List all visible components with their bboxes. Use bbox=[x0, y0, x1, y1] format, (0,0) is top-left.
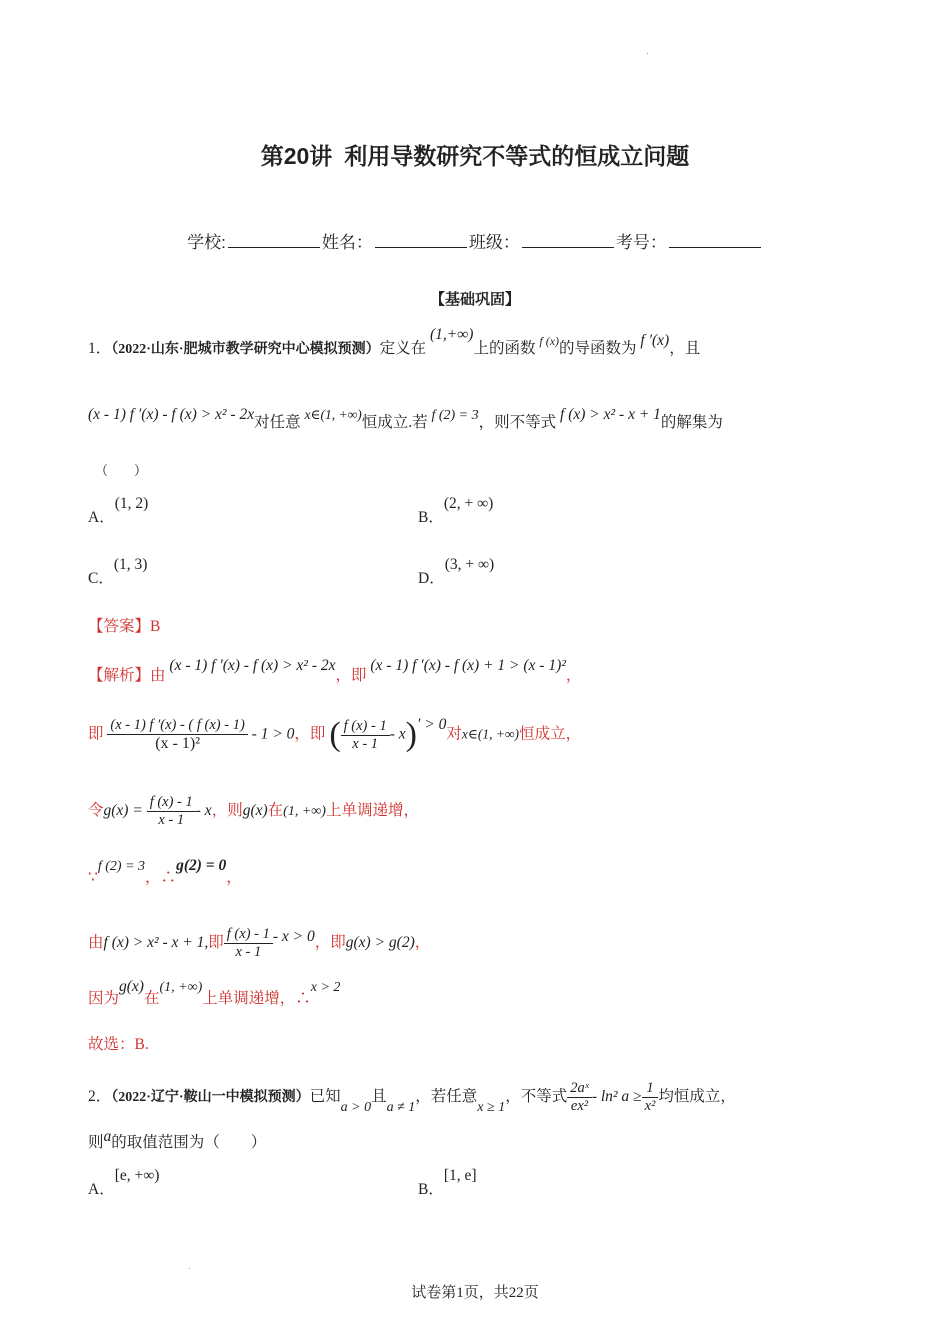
q1-inequality: f (x) > x² - x + 1 bbox=[560, 406, 661, 423]
q2-option-b[interactable] bbox=[418, 1167, 477, 1199]
solution-math: - 1 > 0 bbox=[251, 725, 295, 743]
denominator: x - 1 bbox=[158, 812, 185, 828]
solution-math: (x - 1) f ′(x) - f (x) > x² - 2x bbox=[169, 657, 336, 674]
fraction bbox=[224, 926, 273, 961]
solution-math: f (2) = 3 bbox=[97, 859, 146, 874]
name-label: 姓名： bbox=[321, 233, 373, 252]
solution-math: f (x) > x² - x + 1, bbox=[103, 934, 209, 952]
q2-math: a ≠ 1 bbox=[386, 1100, 416, 1116]
solution-text: 即 bbox=[88, 725, 104, 743]
solution-math: - x bbox=[195, 802, 212, 820]
denominator: x - 1 bbox=[235, 944, 262, 960]
solution-math: g(2) = 0 bbox=[176, 857, 227, 874]
solution-math: - x bbox=[389, 725, 406, 743]
q1-option-a[interactable] bbox=[88, 495, 149, 527]
solution-text: 令 bbox=[88, 802, 104, 820]
option-label: B． bbox=[418, 509, 444, 526]
solution-text: 在 bbox=[267, 802, 284, 820]
solution-line5 bbox=[88, 926, 430, 961]
numerator: 1 bbox=[642, 1080, 659, 1098]
q1-answer: 【答案】B bbox=[88, 618, 161, 635]
q1-text: 的解集为 bbox=[660, 414, 723, 431]
fraction bbox=[341, 718, 390, 753]
section-heading: 【基础巩固】 bbox=[429, 292, 520, 308]
option-label: A． bbox=[88, 509, 115, 526]
q2-option-a[interactable] bbox=[88, 1167, 160, 1199]
solution-text: 由 bbox=[150, 667, 166, 684]
exam-no-field[interactable] bbox=[669, 233, 761, 248]
solution-text: 对 bbox=[446, 725, 462, 743]
option-label: B． bbox=[418, 1181, 444, 1198]
denominator: x - 1 bbox=[352, 735, 379, 752]
option-value: [e, +∞) bbox=[114, 1167, 160, 1184]
solution-text: 上单调递增， bbox=[325, 802, 419, 820]
option-label: C． bbox=[88, 570, 114, 587]
solution-line3 bbox=[88, 794, 419, 829]
because-symbol: ∵ bbox=[88, 869, 98, 886]
q2-math: - ln² a ≥ bbox=[591, 1088, 642, 1106]
solution-math: g(x) > g(2) bbox=[345, 934, 415, 952]
solution-math: - x > 0 bbox=[272, 928, 315, 946]
solution-math: (1, +∞) bbox=[159, 980, 203, 995]
q1-option-c[interactable] bbox=[88, 556, 148, 588]
q2-number: 2． bbox=[88, 1088, 112, 1106]
q1-text: 上的函数 bbox=[473, 340, 536, 357]
name-field[interactable] bbox=[375, 233, 467, 248]
option-value: [1, e] bbox=[443, 1167, 477, 1184]
solution-line6 bbox=[88, 978, 341, 1008]
solution-line1 bbox=[88, 657, 582, 685]
q1-text: 定义在 bbox=[379, 340, 427, 357]
q1-text: 的导函数为 bbox=[559, 340, 637, 357]
q1-f2: f (2) = 3 bbox=[431, 408, 479, 423]
q1-option-b[interactable] bbox=[418, 495, 494, 527]
right-paren-glyph: ) bbox=[405, 716, 417, 753]
solution-tag: 【解析】 bbox=[88, 667, 151, 684]
q2-line1 bbox=[88, 1080, 736, 1115]
solution-text: ，∴ bbox=[145, 869, 177, 886]
solution-text: ， bbox=[226, 869, 242, 886]
q1-text: 恒成立.若 bbox=[361, 414, 428, 431]
solution-text: ，即 bbox=[314, 934, 346, 952]
page-footer: 试卷第1页，共22页 bbox=[411, 1285, 539, 1301]
solution-math: x > 2 bbox=[310, 980, 341, 995]
solution-text: 上单调递增，∴ bbox=[202, 990, 311, 1007]
solution-line4 bbox=[88, 857, 242, 887]
numerator: f (x) - 1 bbox=[341, 718, 390, 736]
q1-number: 1． bbox=[88, 340, 112, 357]
solution-text: 在 bbox=[143, 990, 160, 1007]
q1-option-d[interactable] bbox=[418, 556, 495, 588]
solution-math: x∈(1, +∞) bbox=[461, 726, 520, 742]
q1-line1 bbox=[88, 326, 701, 358]
q1-line2 bbox=[88, 406, 723, 432]
q1-fx: f (x) bbox=[539, 334, 560, 348]
q1-domain: (1,+∞) bbox=[430, 326, 474, 343]
q2-text: 已知 bbox=[309, 1088, 341, 1106]
q2-text: 的取值范围为（ ） bbox=[111, 1134, 267, 1151]
school-field[interactable] bbox=[228, 233, 320, 248]
q2-source: （2022·辽宁·鞍山一中模拟预测） bbox=[111, 1090, 310, 1106]
option-label: D． bbox=[418, 570, 445, 587]
solution-text: 因为 bbox=[88, 990, 120, 1007]
solution-text: 由 bbox=[88, 934, 104, 952]
solution-text: 恒成立， bbox=[519, 725, 582, 743]
q2-text: 则 bbox=[88, 1134, 104, 1151]
solution-text: ，则 bbox=[211, 802, 243, 820]
q2-math: a > 0 bbox=[340, 1100, 372, 1116]
denominator: x² bbox=[644, 1098, 656, 1114]
option-value: (1, 2) bbox=[114, 495, 149, 512]
solution-math: g(x) bbox=[242, 802, 268, 820]
q1-fpx: f ′(x) bbox=[640, 332, 670, 349]
q2-line2 bbox=[88, 1130, 266, 1152]
numerator: f (x) - 1 bbox=[147, 794, 196, 812]
q1-source: （2022·山东·肥城市教学研究中心模拟预测） bbox=[111, 342, 380, 357]
lecture-topic: 利用导数研究不等式的恒成立问题 bbox=[344, 143, 690, 169]
option-label: A． bbox=[88, 1181, 115, 1198]
denominator: ex² bbox=[570, 1098, 589, 1114]
q2-math: x ≥ 1 bbox=[477, 1100, 506, 1116]
q1-answer-paren: （ ） bbox=[95, 463, 148, 478]
solution-math: g(x) bbox=[119, 978, 144, 995]
page-title bbox=[0, 138, 950, 171]
solution-text: ，即 bbox=[335, 667, 367, 684]
numerator: f (x) - 1 bbox=[224, 926, 273, 944]
solution-math: (x - 1) f ′(x) - f (x) + 1 > (x - 1)² bbox=[370, 657, 566, 674]
option-value: (1, 3) bbox=[113, 556, 148, 573]
solution-math: (1, +∞) bbox=[283, 804, 326, 820]
solution-line2 bbox=[88, 716, 581, 754]
fraction bbox=[147, 794, 196, 829]
option-value: (3, + ∞) bbox=[444, 556, 495, 573]
student-info-row bbox=[0, 228, 950, 253]
solution-math: ′ > 0 bbox=[416, 715, 447, 733]
denominator: (x - 1)² bbox=[155, 735, 200, 752]
q1-text: ，且 bbox=[669, 340, 701, 357]
class-field[interactable] bbox=[522, 233, 614, 248]
solution-text: ，即 bbox=[294, 725, 326, 743]
q1-x-range: x∈(1, +∞) bbox=[304, 407, 362, 422]
school-label: 学校: bbox=[187, 233, 226, 252]
solution-conclusion: 故选：B. bbox=[88, 1036, 149, 1053]
numerator: 2aˣ bbox=[567, 1080, 592, 1098]
q1-text: 对任意 bbox=[254, 414, 301, 431]
q2-text: 均恒成立， bbox=[658, 1088, 736, 1106]
fraction bbox=[107, 717, 247, 753]
q2-math: a bbox=[103, 1128, 112, 1145]
q1-condition: (x - 1) f ′(x) - f (x) > x² - 2x bbox=[88, 406, 255, 423]
lecture-number: 第20讲 bbox=[260, 143, 333, 169]
option-value: (2, + ∞) bbox=[443, 495, 494, 512]
solution-text: ， bbox=[414, 934, 431, 952]
solution-text: 即 bbox=[208, 934, 224, 952]
q2-text: ，若任意 bbox=[415, 1088, 478, 1106]
class-label: 班级： bbox=[468, 233, 520, 252]
q2-text: ，不等式 bbox=[505, 1088, 568, 1106]
numerator: (x - 1) f ′(x) - ( f (x) - 1) bbox=[107, 717, 247, 735]
fraction bbox=[642, 1080, 659, 1115]
solution-text: ， bbox=[565, 667, 582, 684]
solution-math: g(x) = bbox=[103, 802, 143, 820]
fraction bbox=[567, 1080, 592, 1115]
exam-no-label: 考号： bbox=[615, 233, 667, 252]
q2-text: 且 bbox=[371, 1088, 387, 1106]
left-paren-glyph: ( bbox=[329, 716, 341, 753]
q1-text: ，则不等式 bbox=[478, 414, 557, 431]
